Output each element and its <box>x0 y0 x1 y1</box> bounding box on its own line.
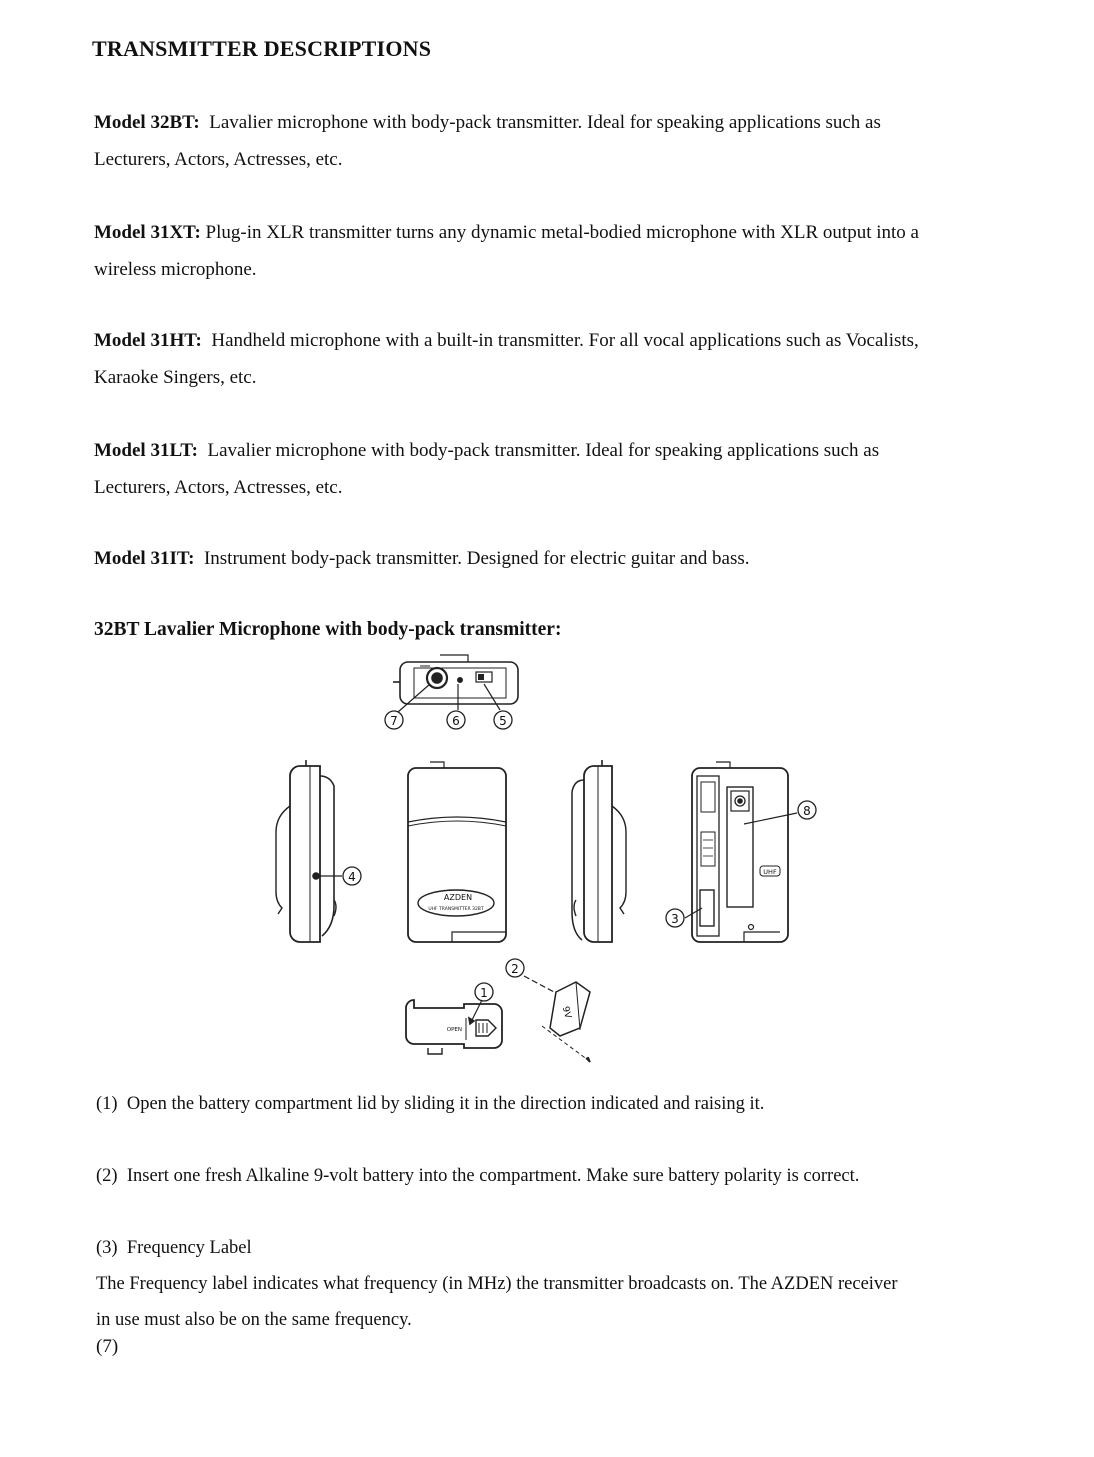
step-number: (1) <box>96 1094 118 1114</box>
model-name: Model 31XT: <box>94 222 201 243</box>
back-view <box>685 762 797 942</box>
svg-text:2: 2 <box>511 962 519 976</box>
step-number: (2) <box>96 1166 118 1186</box>
model-desc-line1: Handheld microphone with a built-in transmitter. For all vocal applications such as Vocalists, <box>211 330 919 351</box>
callout-7 <box>385 711 403 729</box>
left-side-view <box>276 760 342 942</box>
svg-text:6: 6 <box>452 714 460 728</box>
callout-3 <box>666 909 684 927</box>
svg-text:4: 4 <box>348 870 356 884</box>
step-3 <box>96 1230 1026 1266</box>
callout-2 <box>506 959 524 977</box>
step-number: (3) <box>96 1238 118 1258</box>
model-desc-line2: wireless microphone. <box>94 259 257 280</box>
svg-text:5: 5 <box>499 714 507 728</box>
model-desc-line1: Lavalier microphone with body-pack transmitter. Ideal for speaking applications such as <box>207 440 880 461</box>
svg-text:3: 3 <box>671 912 679 926</box>
front-view <box>408 762 506 942</box>
model-desc-line1: Lavalier microphone with body-pack transmitter. Ideal for speaking applications such as <box>209 112 881 133</box>
model-desc-line2: Karaoke Singers, etc. <box>94 367 257 388</box>
frequency-text-line1: The Frequency label indicates what frequency (in MHz) the transmitter broadcasts on. The AZDEN receiver <box>96 1274 898 1294</box>
model-name: Model 31HT: <box>94 330 202 351</box>
model-name: Model 31LT: <box>94 440 198 461</box>
step-text: Open the battery compartment lid by sliding it in the direction indicated and raising it. <box>126 1094 765 1114</box>
battery-9v <box>524 976 590 1062</box>
frequency-label-explanation <box>96 1266 1026 1338</box>
callout-8 <box>798 801 816 819</box>
model-name: Model 32BT: <box>94 112 200 133</box>
frequency-text-line2: in use must also be on the same frequency. <box>96 1310 412 1330</box>
step-1 <box>96 1086 1026 1122</box>
uhf-label: UHF <box>763 868 777 876</box>
top-view <box>393 655 518 712</box>
right-side-view <box>572 760 626 942</box>
callout-6 <box>447 711 465 729</box>
page-title: TRANSMITTER DESCRIPTIONS <box>92 36 432 61</box>
page-number: (7) <box>96 1336 119 1357</box>
open-label: OPEN <box>446 1027 462 1033</box>
model-desc-line1: Instrument body-pack transmitter. Designed for electric guitar and bass. <box>203 548 750 569</box>
step-text: Frequency Label <box>126 1238 252 1258</box>
svg-text:7: 7 <box>390 714 398 728</box>
model-logo-text: UHF TRANSMITTER 32BT <box>428 907 484 912</box>
battery-lid-detail <box>406 1000 502 1054</box>
diagram-heading: 32BT Lavalier Microphone with body-pack transmitter: <box>94 619 562 640</box>
step-text: Insert one fresh Alkaline 9-volt battery into the compartment. Make sure battery polarity is correct. <box>126 1166 860 1186</box>
svg-text:8: 8 <box>803 804 811 818</box>
svg-text:1: 1 <box>480 986 488 1000</box>
callout-1 <box>475 983 493 1001</box>
model-desc-line2: Lecturers, Actors, Actresses, etc. <box>94 477 343 498</box>
model-desc-line2: Lecturers, Actors, Actresses, etc. <box>94 149 343 170</box>
callout-5 <box>494 711 512 729</box>
model-desc-line1: Plug-in XLR transmitter turns any dynamic metal-bodied microphone with XLR output into a <box>205 222 919 243</box>
battery-9v-label: 9V <box>559 1005 573 1020</box>
step-2 <box>96 1158 1026 1194</box>
brand-logo-text: AZDEN <box>443 893 473 902</box>
model-name: Model 31IT: <box>94 548 195 569</box>
callout-4 <box>343 867 361 885</box>
